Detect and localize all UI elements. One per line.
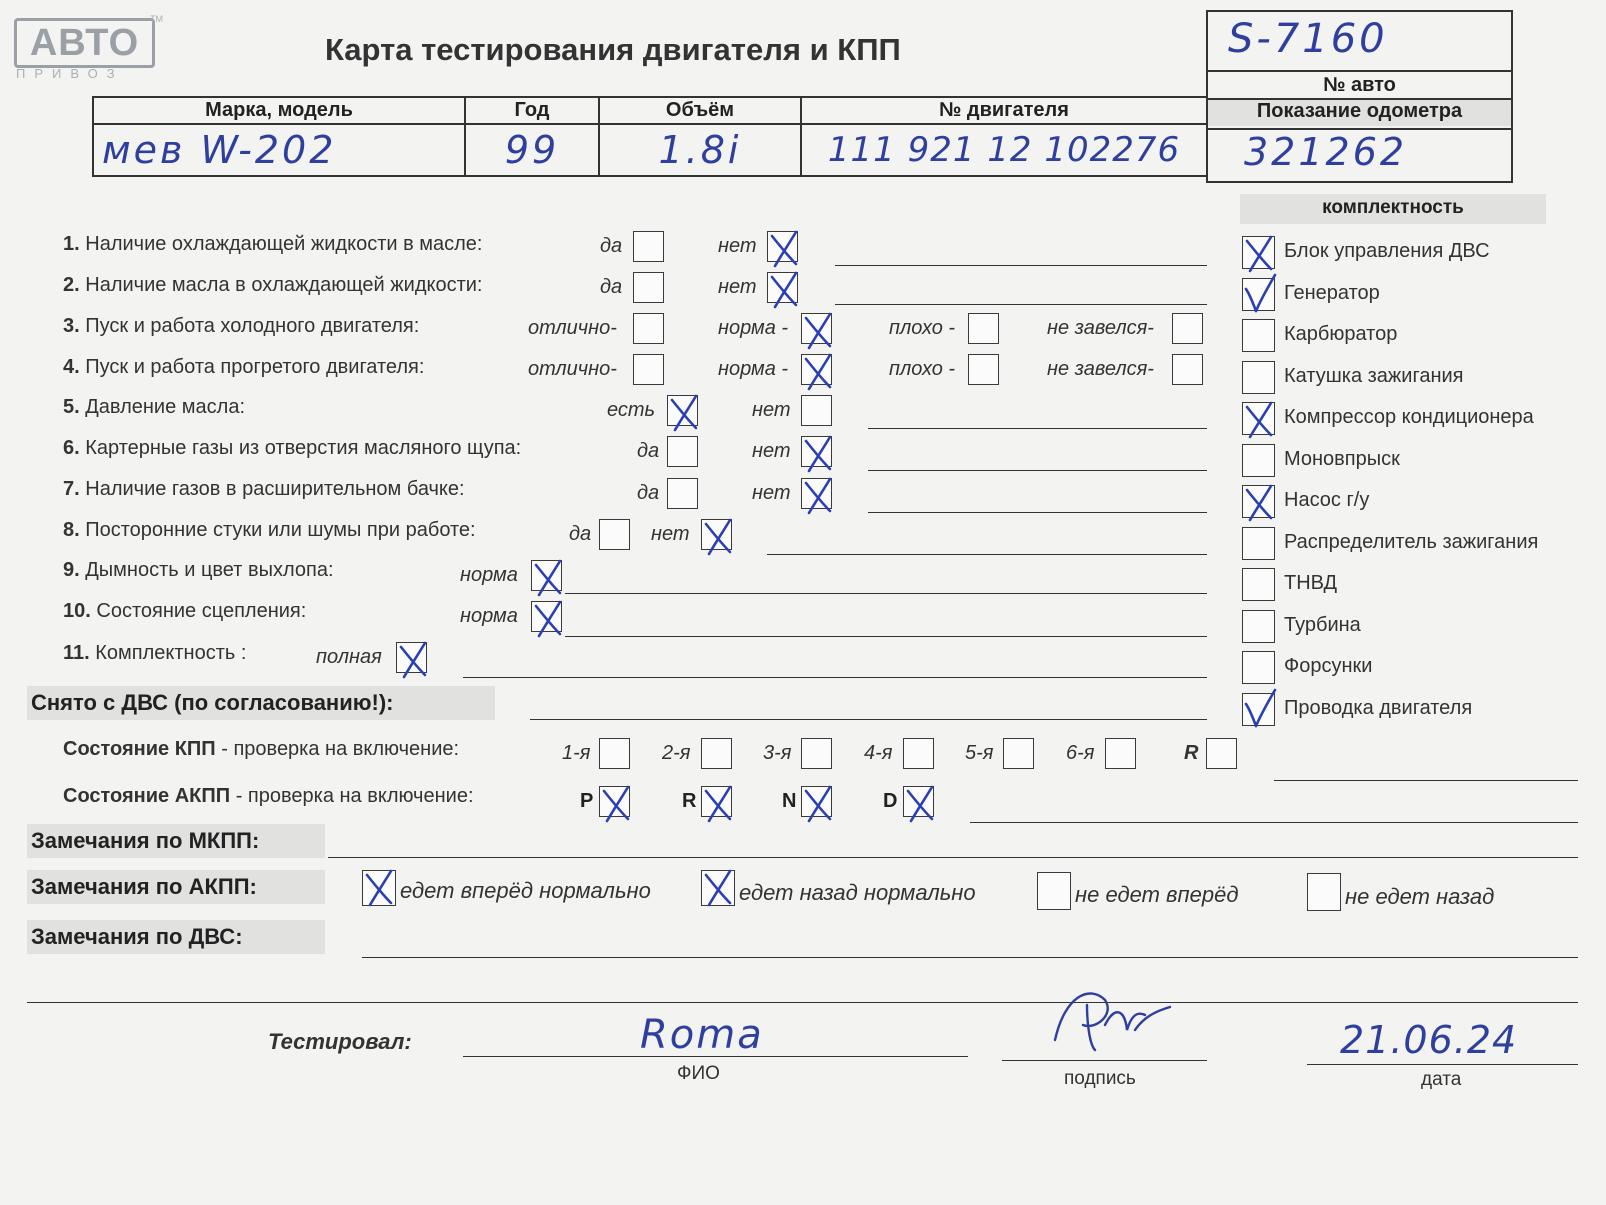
checkbox[interactable] bbox=[633, 354, 664, 385]
completeness-checkbox[interactable] bbox=[1242, 527, 1275, 560]
checkbox[interactable] bbox=[667, 436, 698, 467]
completeness-checkbox[interactable] bbox=[1242, 568, 1275, 601]
completeness-checkbox[interactable] bbox=[1242, 402, 1275, 435]
checkbox[interactable] bbox=[801, 395, 832, 426]
checkbox[interactable] bbox=[701, 786, 732, 817]
question-row: 8. Посторонние стуки или шумы при работе: bbox=[63, 519, 476, 541]
question-row: 10. Состояние сцепления: bbox=[63, 600, 307, 622]
completeness-item-label: Форсунки bbox=[1284, 655, 1373, 677]
mode-label: D bbox=[883, 790, 898, 812]
completeness-checkbox[interactable] bbox=[1242, 485, 1275, 518]
gear-label: 3-я bbox=[763, 742, 792, 764]
option-label: да bbox=[637, 440, 660, 462]
check-mark-icon bbox=[530, 557, 566, 597]
option-label: норма bbox=[460, 564, 518, 586]
option-label: нет bbox=[651, 523, 690, 545]
checkbox[interactable] bbox=[968, 313, 999, 344]
option-label: нет bbox=[752, 482, 791, 504]
check-mark-icon bbox=[598, 783, 634, 823]
option-label: да bbox=[637, 482, 660, 504]
check-mark-icon bbox=[700, 867, 736, 907]
checkbox[interactable] bbox=[903, 786, 934, 817]
checkbox[interactable] bbox=[633, 231, 664, 262]
completeness-checkbox[interactable] bbox=[1242, 319, 1275, 352]
checkbox[interactable] bbox=[396, 642, 427, 673]
completeness-checkbox[interactable] bbox=[1242, 444, 1275, 477]
checkbox[interactable] bbox=[903, 738, 934, 769]
completeness-item-label: Блок управления ДВС bbox=[1284, 240, 1490, 262]
checkbox[interactable] bbox=[701, 738, 732, 769]
gear-label: R bbox=[1184, 742, 1199, 764]
col-header-engine-number: № двигателя bbox=[801, 97, 1207, 124]
akpp-option-label: едет назад нормально bbox=[739, 880, 976, 905]
check-mark-icon bbox=[1241, 275, 1277, 315]
completeness-item-label: Компрессор кондиционера bbox=[1284, 406, 1534, 428]
option-label: отлично- bbox=[528, 358, 617, 380]
check-mark-icon bbox=[766, 269, 802, 309]
checkbox[interactable] bbox=[767, 272, 798, 303]
checkbox[interactable] bbox=[1003, 738, 1034, 769]
check-mark-icon bbox=[1241, 482, 1277, 522]
mode-label: N bbox=[782, 790, 797, 812]
option-label: полная bbox=[316, 646, 382, 668]
signature-caption: подпись bbox=[1064, 1068, 1136, 1089]
registration-box bbox=[1206, 10, 1513, 183]
checkbox[interactable] bbox=[801, 738, 832, 769]
question-row: 2. Наличие масла в охлаждающей жидкости: bbox=[63, 274, 483, 296]
checkbox[interactable] bbox=[633, 272, 664, 303]
checkbox[interactable] bbox=[667, 478, 698, 509]
check-mark-icon bbox=[902, 783, 938, 823]
completeness-item-label: Насос г/у bbox=[1284, 489, 1370, 511]
checkbox[interactable] bbox=[801, 478, 832, 509]
completeness-item-label: Моновпрыск bbox=[1284, 448, 1400, 470]
year-value: 99 bbox=[465, 124, 599, 176]
odometer-value: 321262 bbox=[1244, 130, 1408, 174]
mode-label: R bbox=[682, 790, 697, 812]
checkbox[interactable] bbox=[801, 354, 832, 385]
checkbox[interactable] bbox=[701, 519, 732, 550]
gear-label: 5-я bbox=[965, 742, 994, 764]
question-row: 3. Пуск и работа холодного двигателя: bbox=[63, 315, 420, 337]
gear-label: 4-я bbox=[864, 742, 893, 764]
date-value: 21.06.24 bbox=[1340, 1018, 1518, 1062]
check-mark-icon bbox=[766, 228, 802, 268]
completeness-title: комплектность bbox=[1322, 197, 1464, 218]
check-mark-icon bbox=[800, 310, 836, 350]
check-mark-icon bbox=[800, 783, 836, 823]
removed-label: Снято с ДВС (по согласованию!): bbox=[31, 690, 394, 715]
checkbox[interactable] bbox=[362, 870, 396, 906]
option-label: плохо - bbox=[889, 358, 956, 380]
brand-logo-sub: ПРИВОЗ bbox=[16, 66, 124, 81]
model-value: мев W-202 bbox=[93, 124, 465, 176]
check-mark-icon bbox=[395, 639, 431, 679]
col-header-volume: Объём bbox=[599, 97, 801, 124]
completeness-checkbox[interactable] bbox=[1242, 236, 1275, 269]
check-mark-icon bbox=[800, 475, 836, 515]
question-row: 6. Картерные газы из отверстия масляного щупа: bbox=[63, 437, 522, 459]
question-row: 4. Пуск и работа прогретого двигателя: bbox=[63, 356, 425, 378]
option-label: не завелся- bbox=[1047, 358, 1154, 380]
check-mark-icon bbox=[361, 867, 397, 907]
checkbox[interactable] bbox=[1206, 738, 1237, 769]
option-label: есть bbox=[607, 399, 656, 421]
option-label: норма bbox=[460, 605, 518, 627]
tested-by-label: Тестировал: bbox=[268, 1029, 412, 1054]
question-row: 11. Комплектность : bbox=[63, 642, 247, 664]
date-caption: дата bbox=[1421, 1069, 1462, 1090]
option-label: нет bbox=[752, 440, 791, 462]
completeness-checkbox[interactable] bbox=[1242, 610, 1275, 643]
completeness-item-label: Катушка зажигания bbox=[1284, 365, 1464, 387]
completeness-checkbox[interactable] bbox=[1242, 651, 1275, 684]
completeness-checkbox[interactable] bbox=[1242, 693, 1275, 726]
checkbox[interactable] bbox=[1105, 738, 1136, 769]
option-label: да bbox=[569, 523, 592, 545]
checkbox[interactable] bbox=[531, 560, 562, 591]
akpp-option-label: едет вперёд нормально bbox=[400, 878, 651, 903]
remarks-mkpp-label: Замечания по МКПП: bbox=[31, 828, 260, 853]
completeness-item-label: Карбюратор bbox=[1284, 323, 1398, 345]
checkbox[interactable] bbox=[701, 870, 735, 906]
question-row: 7. Наличие газов в расширительном бачке: bbox=[63, 478, 465, 500]
option-label: отлично- bbox=[528, 317, 617, 339]
check-mark-icon bbox=[700, 516, 736, 556]
odometer-label: Показание одометра bbox=[1208, 100, 1511, 126]
remarks-akpp-label: Замечания по АКПП: bbox=[31, 874, 257, 899]
checkbox[interactable] bbox=[599, 738, 630, 769]
check-mark-icon bbox=[700, 783, 736, 823]
col-header-year: Год bbox=[465, 97, 599, 124]
checkbox[interactable] bbox=[767, 231, 798, 262]
trademark-mark: TM bbox=[150, 14, 163, 24]
col-header-model: Марка, модель bbox=[93, 97, 465, 124]
option-label: не завелся- bbox=[1047, 317, 1154, 339]
akpp-option-label: не едет назад bbox=[1345, 884, 1495, 909]
kpp-label: Состояние КПП - проверка на включение: bbox=[63, 738, 460, 760]
question-row: 9. Дымность и цвет выхлопа: bbox=[63, 559, 334, 581]
checkbox[interactable] bbox=[801, 313, 832, 344]
check-mark-icon bbox=[1241, 399, 1277, 439]
volume-value: 1.8i bbox=[599, 124, 801, 176]
name-caption: ФИО bbox=[677, 1063, 720, 1084]
page-title: Карта тестирования двигателя и КПП bbox=[325, 32, 901, 67]
checkbox[interactable] bbox=[1172, 313, 1203, 344]
option-label: нет bbox=[752, 399, 791, 421]
tested-by-name: Roma bbox=[640, 1012, 764, 1058]
option-label: плохо - bbox=[889, 317, 956, 339]
completeness-item-label: ТНВД bbox=[1284, 572, 1338, 594]
akpp-option-label: не едет вперёд bbox=[1075, 882, 1239, 907]
option-label: норма - bbox=[718, 358, 789, 380]
completeness-item-label: Турбина bbox=[1284, 614, 1361, 636]
checkbox[interactable] bbox=[801, 786, 832, 817]
completeness-item-label: Генератор bbox=[1284, 282, 1380, 304]
remarks-dvs-label: Замечания по ДВС: bbox=[31, 924, 243, 949]
car-number-label: № авто bbox=[1323, 74, 1396, 96]
vehicle-info-table bbox=[92, 96, 1208, 177]
completeness-checkbox[interactable] bbox=[1242, 361, 1275, 394]
question-row: 1. Наличие охлаждающей жидкости в масле: bbox=[63, 233, 483, 255]
option-label: да bbox=[600, 235, 623, 257]
check-mark-icon bbox=[1241, 690, 1277, 730]
checkbox[interactable] bbox=[633, 313, 664, 344]
checkbox[interactable] bbox=[531, 601, 562, 632]
check-mark-icon bbox=[530, 598, 566, 638]
checkbox[interactable] bbox=[1307, 873, 1341, 911]
engine-number-value: 111 921 12 102276 bbox=[801, 124, 1207, 176]
checkbox[interactable] bbox=[1172, 354, 1203, 385]
checkbox[interactable] bbox=[599, 786, 630, 817]
checkbox[interactable] bbox=[801, 436, 832, 467]
checkbox[interactable] bbox=[667, 395, 698, 426]
check-mark-icon bbox=[800, 433, 836, 473]
completeness-item-label: Проводка двигателя bbox=[1284, 697, 1473, 719]
checkbox[interactable] bbox=[968, 354, 999, 385]
option-label: да bbox=[600, 276, 623, 298]
completeness-checkbox[interactable] bbox=[1242, 278, 1275, 311]
completeness-item-label: Распределитель зажигания bbox=[1284, 531, 1539, 553]
mode-label: P bbox=[580, 790, 594, 812]
gear-label: 6-я bbox=[1066, 742, 1095, 764]
option-label: норма - bbox=[718, 317, 789, 339]
check-mark-icon bbox=[800, 351, 836, 391]
checkbox[interactable] bbox=[1037, 872, 1071, 910]
check-mark-icon bbox=[666, 392, 702, 432]
option-label: нет bbox=[718, 276, 757, 298]
option-label: нет bbox=[718, 235, 757, 257]
check-mark-icon bbox=[1241, 233, 1277, 273]
question-row: 5. Давление масла: bbox=[63, 396, 245, 418]
car-number-value: S-7160 bbox=[1228, 16, 1388, 62]
gear-label: 2-я bbox=[662, 742, 691, 764]
akpp-label: Состояние АКПП - проверка на включение: bbox=[63, 785, 474, 807]
checkbox[interactable] bbox=[599, 519, 630, 550]
brand-logo: АВТО bbox=[14, 18, 155, 68]
gear-label: 1-я bbox=[562, 742, 591, 764]
signature-scribble bbox=[1035, 985, 1175, 1055]
